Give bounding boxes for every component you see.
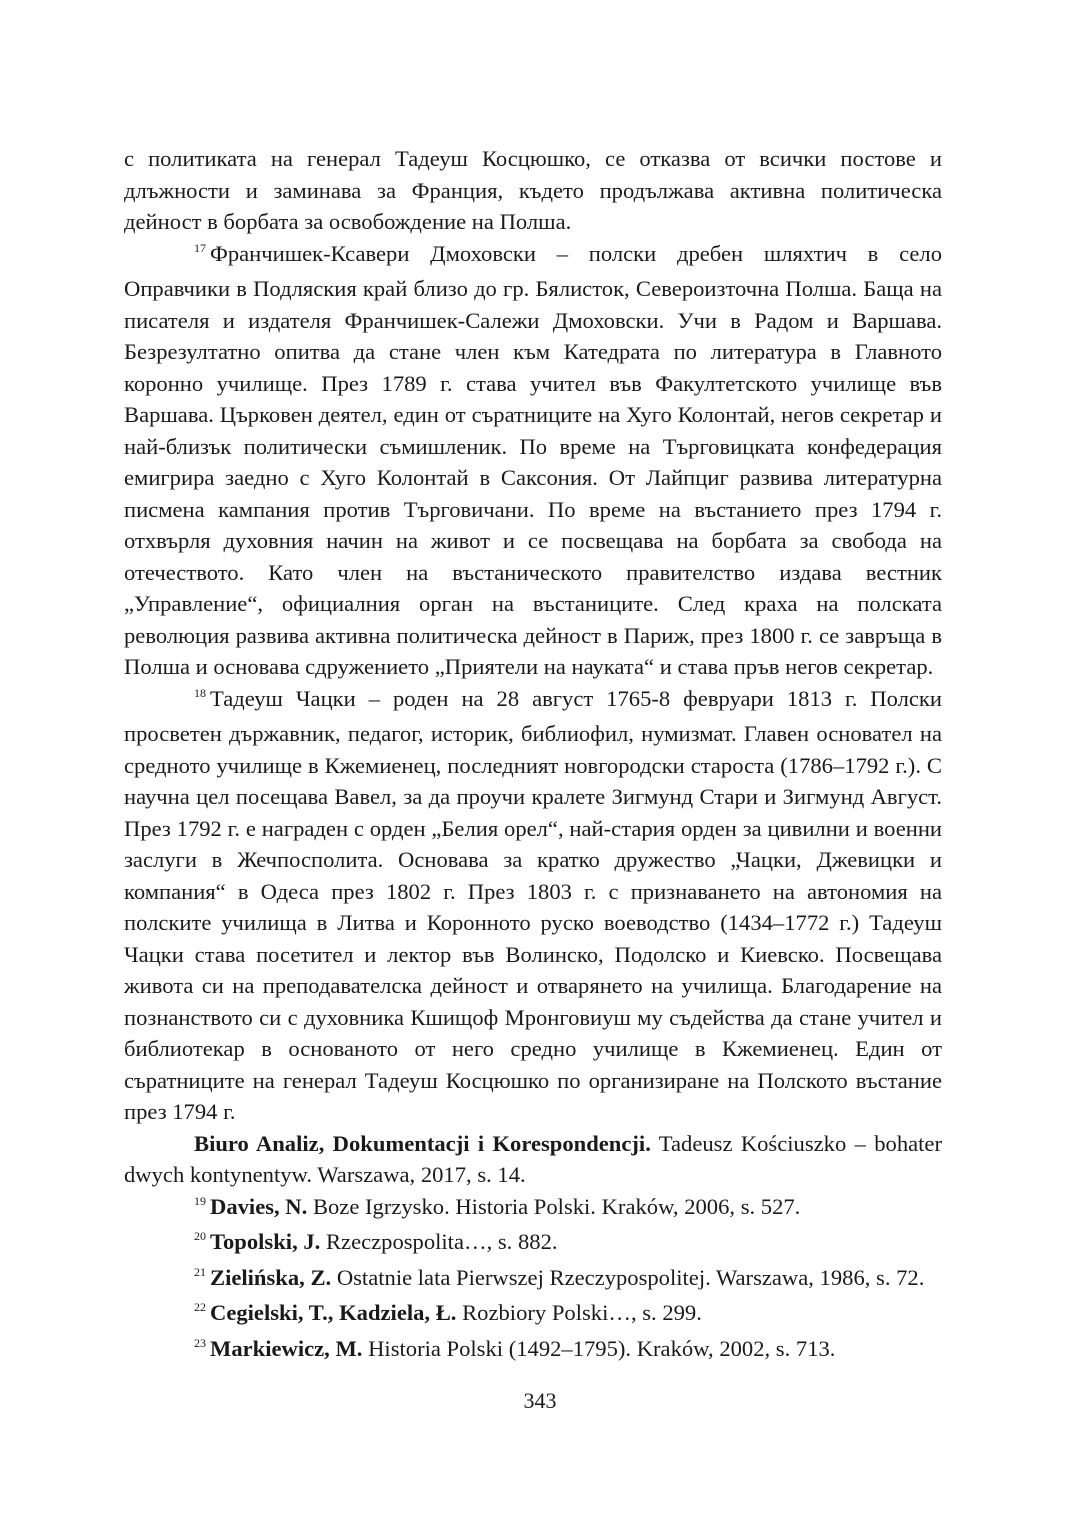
- page-body: [124, 143, 942, 1368]
- footnote-number: 20: [194, 1229, 206, 1243]
- footnote-author: Biuro Analiz, Dokumentacji i Korespondencji.: [194, 1130, 651, 1156]
- footnote-author: Markiewicz, M.: [210, 1335, 363, 1361]
- footnote-17: [124, 238, 942, 683]
- footnote-text: Boze Igrzysko. Historia Polski. Kraków, 2006, s. 527.: [312, 1193, 801, 1219]
- footnote-18: [124, 683, 942, 1128]
- footnote-author: Davies, N.: [210, 1193, 308, 1219]
- footnote-number: 22: [194, 1300, 206, 1314]
- footnote-number: 18: [194, 685, 206, 700]
- footnote-text: Tadeusz Kościuszko – bohater dwych kontynentyw. Warszawa, 2017, s. 14.: [124, 1130, 942, 1187]
- footnote-text: Historia Polski (1492–1795). Kraków, 2002, s. 713.: [368, 1335, 836, 1361]
- footnote-text: с политиката на генерал Тадеуш Косцюшко, се отказва от всички постове и длъжности и заминава за Франция, където продължава активна политическа дейност в борбата за освобождение на Полша.: [124, 146, 942, 234]
- footnote-text: Rozbiory Polski…, s. 299.: [462, 1300, 702, 1325]
- footnote-19: [124, 1191, 942, 1227]
- footnote-number: 21: [194, 1264, 206, 1279]
- footnote-text: Тадеуш Чацки – роден на 28 август 1765-8 февруари 1813 г. Полски просветен държавник, педагог, историк, библиофил, нумизмат. Главен основател на средното училище в Кжемиенец, последният новгородски староста (1786–1792 г.). С научна цел посещава Вавел, за да проучи кралете Зигмунд Стари и Зигмунд Август. През 1792 г. е награден с орден „Белия орел“, най-стария орден за цивилни и военни заслуги в Жечпосполита. Основава за кратко дружество „Чацки, Джевицки и компания“ в Одеса през 1802 г. През 1803 г. с признаването на автономия на полските училища в Литва и Коронното руско воеводство (1434–1772 г.) Тадеуш Чацки става посетител и лектор във Волинско, Подолско и Киевско. Посвещава живота си на преподавателска дейност и отварянето на училища. Благодарение на познанството си с духовника Кшищоф Мронговиуш му съдейства да стане учител и библиотекар в основаното от него средно училище в Кжемиенец. Един от съратниците на генерал Тадеуш Косцюшко по организиране на Полското въстание през 1794 г.: [124, 685, 942, 1124]
- footnote-18-source: [124, 1128, 942, 1191]
- footnote-23: [124, 1333, 942, 1369]
- footnote-22: [124, 1297, 942, 1333]
- page-number: 343: [523, 1388, 557, 1413]
- footnote-author: Topolski, J.: [210, 1229, 321, 1254]
- footnote-number: 17: [194, 240, 206, 255]
- footnote-20: [124, 1226, 942, 1262]
- footnote-21: [124, 1262, 942, 1298]
- footnote-continuation: [124, 143, 942, 238]
- footnote-number: 19: [194, 1193, 206, 1208]
- footnote-author: Cegielski, T., Kadziela, Ł.: [210, 1300, 457, 1325]
- footnote-text: Ostatnie lata Pierwszej Rzeczypospolitej. Warszawa, 1986, s. 72.: [336, 1264, 925, 1290]
- footnote-text: Rzeczpospolita…, s. 882.: [325, 1229, 558, 1254]
- footnote-author: Zielińska, Z.: [210, 1264, 332, 1290]
- footnote-text: Франчишек-Ксавери Дмоховски – полски дребен шляхтич в село Оправчики в Подляския край близо до гр. Бялисток, Североизточна Полша. Баща на писателя и издателя Франчишек-Салежи Дмоховски. Учи в Радом и Варшава. Безрезултатно опитва да стане член към Катедрата по литература в Главното коронно училище. През 1789 г. става учител във Факултетското училище във Варшава. Църковен деятел, един от съратниците на Хуго Колонтай, негов секретар и най-близък политически съмишленик. По време на Търговицката конфедерация емигрира заедно с Хуго Колонтай в Саксония. От Лайпциг развива литературна писмена кампания против Търговичани. По време на въстанието през 1794 г. отхвърля духовния начин на живот и се посвещава на борбата за свобода на отечеството. Като член на въстаническото правителство издава вестник „Управление“, официалния орган на въстаниците. След краха на полската революция развива активна политическа дейност в Париж, през 1800 г. се завръща в Полша и основава сдружението „Приятели на науката“ и става пръв негов секретар.: [124, 240, 942, 679]
- footnote-number: 23: [194, 1335, 206, 1350]
